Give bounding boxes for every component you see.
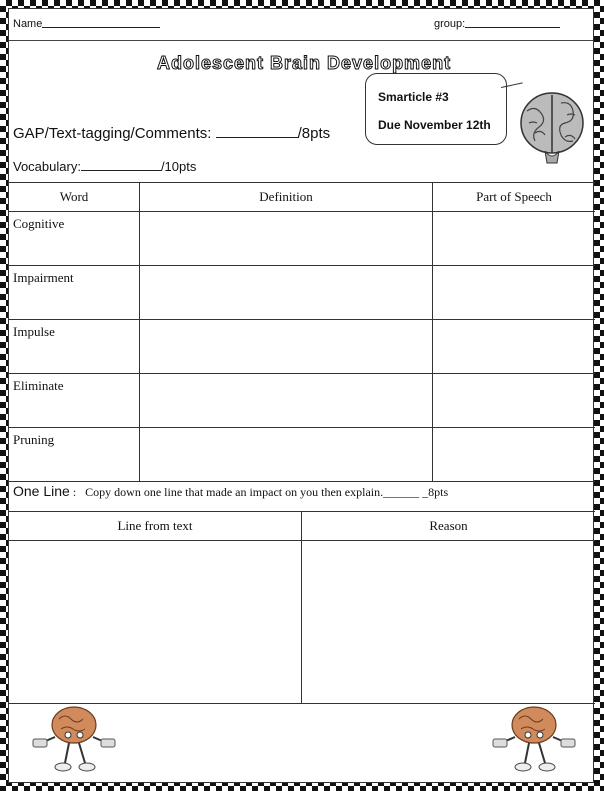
word-cell: Pruning	[9, 428, 140, 482]
part-of-speech-cell[interactable]	[433, 266, 596, 320]
definition-cell[interactable]	[140, 212, 433, 266]
brain-icon	[517, 87, 587, 167]
table-row	[9, 212, 595, 266]
table-row	[9, 428, 595, 482]
group-field[interactable]	[434, 17, 560, 30]
line-reason-table	[9, 511, 595, 704]
column-line-from-text: Line from text	[9, 512, 302, 541]
page-title: Adolescent Brain Development	[157, 53, 452, 73]
column-word: Word	[9, 183, 140, 212]
part-of-speech-cell[interactable]	[433, 374, 596, 428]
table-header-row	[9, 183, 595, 212]
group-label: group:	[434, 18, 466, 30]
table-row	[9, 320, 595, 374]
gap-score-field[interactable]	[13, 125, 330, 142]
word-cell: Impulse	[9, 320, 140, 374]
table-row	[9, 374, 595, 428]
definition-cell[interactable]	[140, 428, 433, 482]
column-part-of-speech: Part of Speech	[433, 183, 596, 212]
gap-label: GAP/Text-tagging/Comments:	[13, 125, 212, 142]
word-cell: Eliminate	[9, 374, 140, 428]
one-line-title: One Line	[13, 483, 70, 499]
one-line-section	[13, 483, 448, 500]
table-header-row	[9, 512, 595, 541]
smarticle-label: Smarticle #3	[378, 90, 449, 104]
name-blank[interactable]	[42, 17, 160, 28]
part-of-speech-cell[interactable]	[433, 320, 596, 374]
one-line-blank[interactable]: ______	[383, 485, 420, 499]
definition-cell[interactable]	[140, 374, 433, 428]
name-label: Name	[13, 18, 43, 30]
worksheet-page	[8, 8, 594, 783]
brain-mascot-icon	[489, 701, 579, 776]
column-reason: Reason	[302, 512, 596, 541]
speech-bubble	[365, 73, 507, 145]
column-definition: Definition	[140, 183, 433, 212]
table-row	[9, 541, 595, 704]
gap-blank[interactable]	[216, 125, 298, 138]
one-line-separator: :	[72, 485, 77, 499]
word-cell: Cognitive	[9, 212, 140, 266]
brain-mascot-icon	[29, 701, 119, 776]
part-of-speech-cell[interactable]	[433, 212, 596, 266]
table-row	[9, 266, 595, 320]
word-cell: Impairment	[9, 266, 140, 320]
part-of-speech-cell[interactable]	[433, 428, 596, 482]
one-line-instruction: Copy down one line that made an impact on you then explain.	[85, 485, 384, 499]
reason-cell[interactable]	[302, 541, 596, 704]
definition-cell[interactable]	[140, 320, 433, 374]
group-blank[interactable]	[465, 17, 560, 28]
vocab-label: Vocabulary:	[13, 159, 81, 174]
gap-points: /8pts	[297, 125, 331, 142]
line-from-text-cell[interactable]	[9, 541, 302, 704]
vocabulary-table	[9, 182, 595, 482]
one-line-points: _8pts	[422, 485, 449, 499]
vocab-score-field[interactable]	[13, 159, 196, 174]
vocab-blank[interactable]	[81, 159, 161, 171]
definition-cell[interactable]	[140, 266, 433, 320]
header-divider	[9, 40, 593, 41]
vocab-points: /10pts	[160, 159, 197, 174]
due-date: Due November 12th	[378, 118, 491, 132]
name-field[interactable]	[13, 17, 160, 30]
